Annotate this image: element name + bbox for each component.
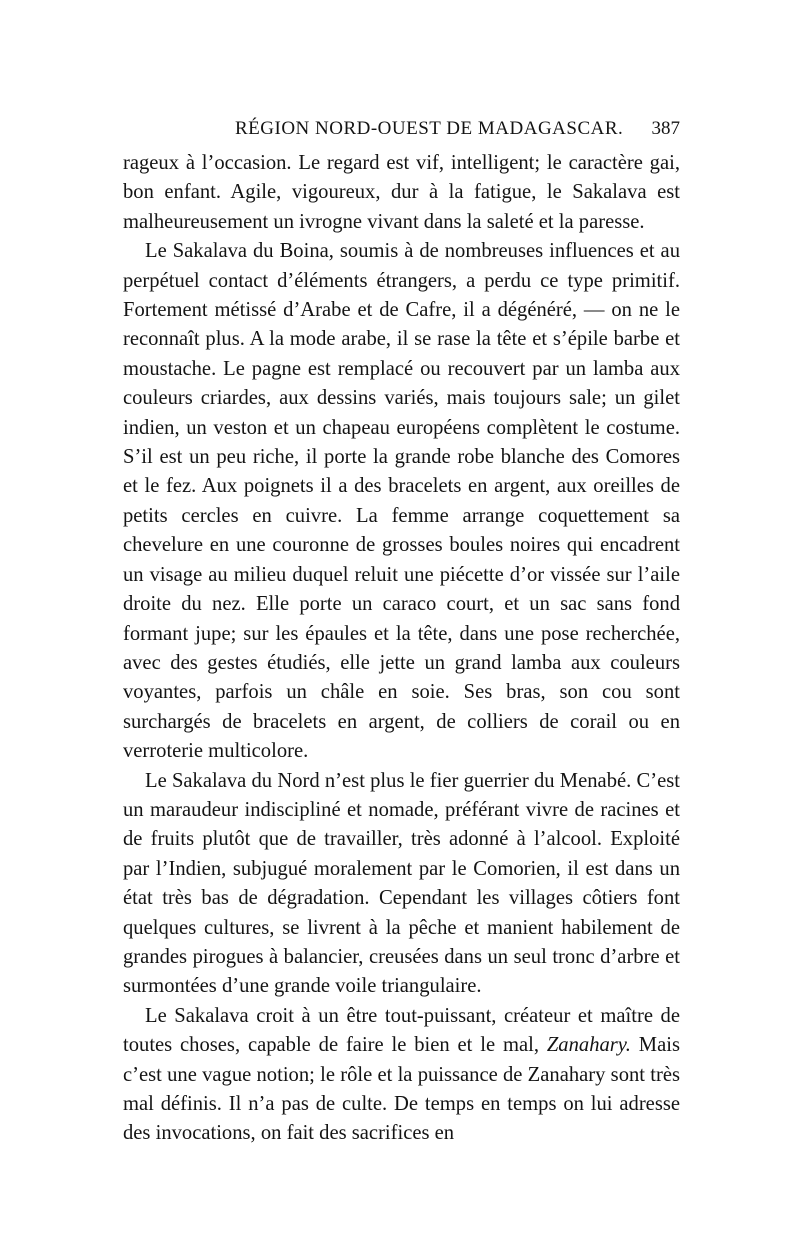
running-header	[123, 118, 680, 148]
page-number: 387	[651, 118, 680, 139]
paragraph-text-after: Mais c’est une vague notion; le rôle et la puissance de Zanahary sont très mal définis. Il n’a pas de culte. De temps en temps on lui adresse des invocations, on fait des sacrifices en	[123, 1034, 680, 1145]
paragraph-text-before: Le Sakalava croit à un être tout-puissant, créateur et maître de toutes choses, capable de faire le bien et le mal,	[123, 1004, 680, 1057]
paragraph-zanahary	[123, 1002, 680, 1149]
running-title: RÉGION NORD-OUEST DE MADAGASCAR.	[235, 118, 624, 139]
italic-term: Zanahary.	[546, 1034, 631, 1057]
body-text	[123, 149, 680, 1149]
paragraph-nord: Le Sakalava du Nord n’est plus le fier guerrier du Menabé. C’est un maraudeur indiscipliné et nomade, préférant vivre de racines et de fruits plutôt que de travailler, très adonné à l’alcool. Exploité par l’Indien, subjugué moralement par le Comorien, il est dans un état très bas de dégradation. Cependant les villages côtiers font quelques cultures, se livrent à la pêche et manient habilement de grandes pirogues à balancier, creusées dans un seul tronc d’arbre et surmontées d’une grande voile triangulaire.	[123, 769, 680, 998]
paragraph-continuation: rageux à l’occasion. Le regard est vif, intelligent; le caractère gai, bon enfant. Agile, vigoureux, dur à la fatigue, le Sakalava est malheureusement un ivrogne vivant dans la saleté et la paresse.	[123, 152, 680, 233]
paragraph-boina: Le Sakalava du Boina, soumis à de nombreuses influences et au perpétuel contact d’éléments étrangers, a perdu ce type primitif. Fortement métissé d’Arabe et de Cafre, il a dégénéré, — on ne le reconnaît plus. A la mode arabe, il se rase la tête et s’épile barbe et moustache. Le pagne est remplacé ou recouvert par un lamba aux couleurs criardes, aux dessins variés, mais toujours sale; un gilet indien, un veston et un chapeau européens complètent le costume. S’il est un peu riche, il porte la grande robe blanche des Comores et le fez. Aux poignets il a des bracelets en argent, aux oreilles de petits cercles en cuivre. La femme arrange coquettement sa chevelure en une couronne de grosses boules noires qui encadrent un visage au milieu duquel reluit une piécette d’or vissée sur l’aile droite du nez. Elle porte un caraco court, et un sac sans fond formant jupe; sur les épaules et la tête, dans une pose recherchée, avec des gestes étudiés, elle jette un grand lamba aux couleurs voyantes, parfois un châle en soie. Ses bras, son cou sont surchargés de bracelets en argent, de colliers de corail ou en verroterie multicolore.	[123, 240, 680, 763]
